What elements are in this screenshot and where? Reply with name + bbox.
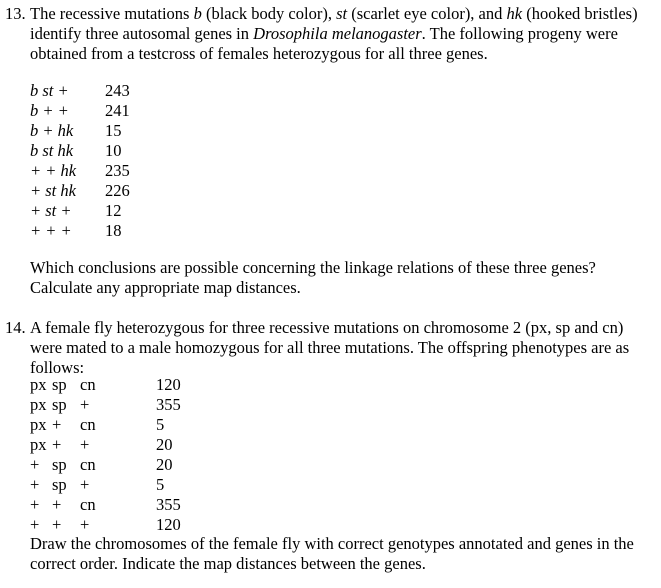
allele-cell: + <box>30 455 40 474</box>
progeny-row <box>30 201 130 221</box>
allele-cell: cn <box>80 375 96 394</box>
allele-cell: px <box>30 375 47 394</box>
prompt-text: Which conclusions are possible concerning the linkage relations of these three genes? Calculate any appropriate map distances. <box>30 258 596 297</box>
count-cell: 5 <box>156 415 165 434</box>
progeny-row <box>30 141 130 161</box>
question-14-prompt <box>30 534 658 574</box>
intro-text: (black body color), <box>201 4 337 23</box>
genotype-cell: b st + <box>30 81 69 100</box>
progeny-row <box>30 375 206 395</box>
count-cell: 12 <box>105 201 122 220</box>
question-13-intro <box>30 4 658 64</box>
intro-text: . The following progeny were obtained from a testcross of females heterozygous for all three genes. <box>30 24 618 63</box>
count-cell: 235 <box>105 161 130 180</box>
progeny-row <box>30 495 206 515</box>
progeny-row <box>30 395 206 415</box>
question-13-prompt <box>30 258 658 298</box>
gene-hk: hk <box>506 4 523 23</box>
progeny-row <box>30 475 206 495</box>
progeny-row <box>30 101 130 121</box>
count-cell: 20 <box>156 435 173 454</box>
gene-st: st <box>336 4 348 23</box>
progeny-row <box>30 435 206 455</box>
gene-b: b <box>193 4 202 23</box>
count-cell: 20 <box>156 455 173 474</box>
genotype-cell: + st + <box>30 201 72 220</box>
progeny-row <box>30 81 130 101</box>
species-name: Drosophila melanogaster <box>253 24 422 43</box>
question-number: 14. <box>5 318 26 337</box>
allele-cell: + <box>52 515 62 534</box>
count-cell: 18 <box>105 221 122 240</box>
allele-cell: sp <box>52 455 67 474</box>
progeny-table-13 <box>30 81 130 241</box>
progeny-row <box>30 161 130 181</box>
progeny-row <box>30 221 130 241</box>
count-cell: 241 <box>105 101 130 120</box>
allele-cell: sp <box>52 375 67 394</box>
allele-cell: + <box>30 475 40 494</box>
allele-cell: + <box>30 495 40 514</box>
intro-text: (hooked bristles) identify three autosomal genes in <box>30 4 638 43</box>
count-cell: 120 <box>156 375 181 394</box>
count-cell: 120 <box>156 515 181 534</box>
allele-cell: sp <box>52 475 67 494</box>
allele-cell: + <box>52 495 62 514</box>
genotype-cell: + + + <box>30 221 72 240</box>
genotype-cell: + + hk <box>30 161 77 180</box>
count-cell: 15 <box>105 121 122 140</box>
allele-cell: px <box>30 395 47 414</box>
count-cell: 355 <box>156 495 181 514</box>
progeny-row <box>30 121 130 141</box>
allele-cell: + <box>30 515 40 534</box>
allele-cell: cn <box>80 495 96 514</box>
question-number: 13. <box>5 4 26 23</box>
genotype-cell: b + + <box>30 101 69 120</box>
genotype-cell: + st hk <box>30 181 76 200</box>
progeny-row <box>30 515 206 535</box>
intro-text: The recessive mutations <box>30 4 194 23</box>
allele-cell: px <box>30 415 47 434</box>
progeny-row <box>30 455 206 475</box>
genotype-cell: b st hk <box>30 141 74 160</box>
progeny-row <box>30 181 130 201</box>
intro-text: (scarlet eye color), and <box>347 4 507 23</box>
question-14-intro <box>30 318 658 378</box>
count-cell: 226 <box>105 181 130 200</box>
prompt-text: Draw the chromosomes of the female fly with correct genotypes annotated and genes in the correct order. Indicate the map distances between the genes. <box>30 534 634 573</box>
allele-cell: cn <box>80 415 96 434</box>
progeny-row <box>30 415 206 435</box>
count-cell: 355 <box>156 395 181 414</box>
intro-text: A female fly heterozygous for three recessive mutations on chromosome 2 (px, sp and cn) were mated to a male homozygous for all three mutations. The offspring phenotypes are as follows: <box>30 318 630 377</box>
allele-cell: + <box>80 395 90 414</box>
allele-cell: + <box>52 415 62 434</box>
allele-cell: + <box>52 435 62 454</box>
allele-cell: + <box>80 475 90 494</box>
allele-cell: cn <box>80 455 96 474</box>
allele-cell: + <box>80 515 90 534</box>
genotype-cell: b + hk <box>30 121 74 140</box>
allele-cell: px <box>30 435 47 454</box>
allele-cell: sp <box>52 395 67 414</box>
count-cell: 243 <box>105 81 130 100</box>
allele-cell: + <box>80 435 90 454</box>
count-cell: 10 <box>105 141 122 160</box>
count-cell: 5 <box>156 475 165 494</box>
progeny-table-14 <box>30 375 206 535</box>
